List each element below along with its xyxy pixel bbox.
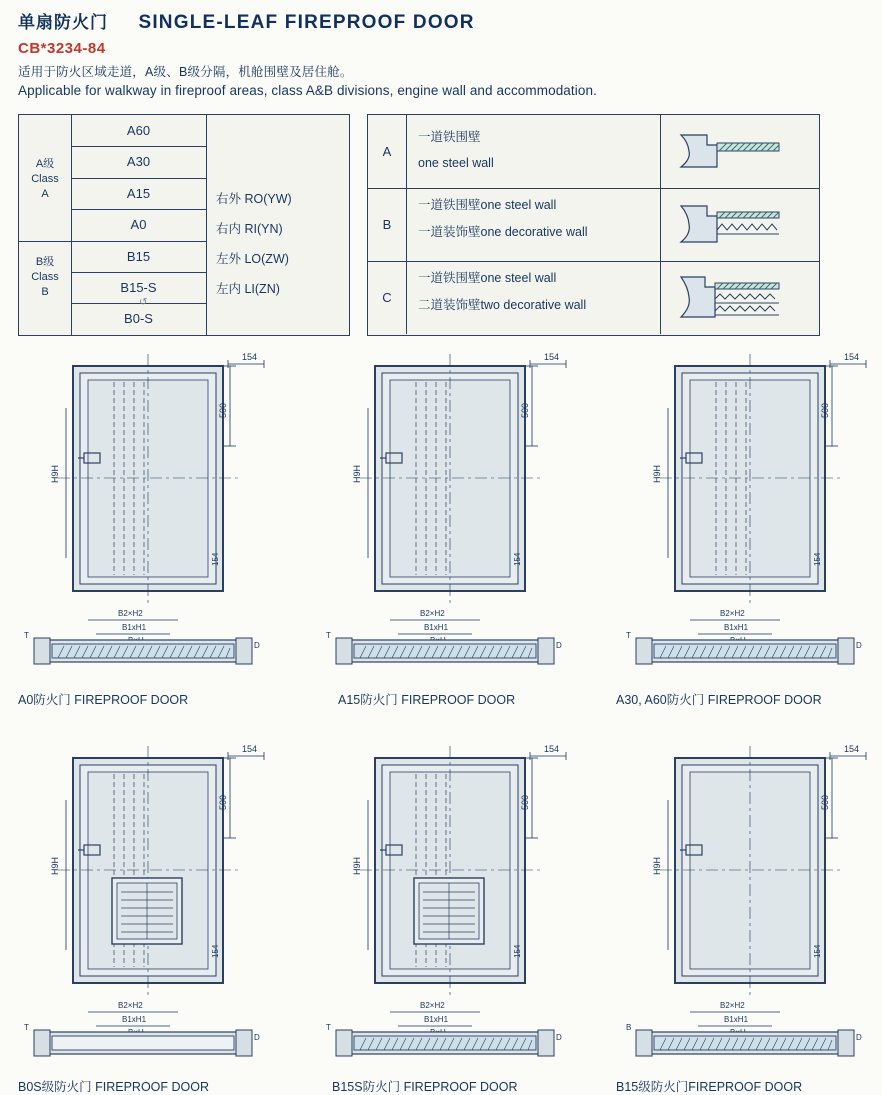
svg-text:T: T [24,1023,29,1032]
svg-text:B1xH1: B1xH1 [424,623,449,632]
svg-text:500: 500 [820,402,830,418]
table-row [368,261,819,334]
svg-text:B2×H2: B2×H2 [420,1001,445,1010]
svg-text:500: 500 [820,794,830,810]
wall-section-figure-a [661,115,818,188]
door-figure-a0 [18,348,280,693]
wall-letter: B [368,188,407,261]
svg-text:154: 154 [211,944,220,958]
wall-desc: 一道铁围壁one steel wall 一道装饰壁one decorative wall [406,188,661,261]
panel-caption-6: B15级防火门FIREPROOF DOOR [616,1080,803,1094]
door-figure-a15 [320,348,582,693]
note-cn: 适用于防火区域走道，A级、B级分隔，机舱围壁及居住舱。 [18,65,353,79]
grade-cell: B0-S [124,311,153,327]
wall-type-table [367,114,820,336]
note-en: Applicable for walkway in fireproof areas, class A&B divisions, engine wall and accommodation. [18,83,597,98]
svg-text:154: 154 [844,352,860,362]
wall-letter: A [368,115,407,188]
svg-text:H9H: H9H [50,464,60,483]
title-en: SINGLE-LEAF FIREPROOF DOOR [138,12,475,33]
direction-li: 左内 LI(ZN) [216,282,280,296]
svg-text:154: 154 [813,944,822,958]
panel-caption-3: A30, A60防火门 FIREPROOF DOOR [616,693,822,707]
class-divider [19,241,71,242]
svg-text:B1xH1: B1xH1 [122,623,147,632]
door-figure-a30-a60 [620,348,882,693]
svg-text:D: D [556,641,562,650]
grade-cell: A15 [71,178,206,210]
class-a-label: A级 Class A [31,158,59,200]
svg-text:B1xH1: B1xH1 [122,1015,147,1024]
panel-caption-1: A0防火门 FIREPROOF DOOR [18,693,189,707]
wall-section-figure-b [661,188,818,261]
svg-text:H9H: H9H [652,464,662,483]
svg-text:154: 154 [513,944,522,958]
svg-text:154: 154 [513,552,522,566]
svg-text:T: T [24,631,29,640]
class-column [19,115,72,335]
svg-text:154: 154 [242,744,258,754]
svg-text:D: D [556,1033,562,1042]
class-grade-table [18,114,350,336]
svg-text:B2×H2: B2×H2 [720,1001,745,1010]
svg-text:B: B [626,1023,632,1032]
panel-caption-2: A15防火门 FIREPROOF DOOR [338,693,516,707]
svg-text:B2×H2: B2×H2 [118,1001,143,1010]
svg-text:B1xH1: B1xH1 [724,623,749,632]
svg-text:154: 154 [844,744,860,754]
panel-caption-4: B0S级防火门 FIREPROOF DOOR [18,1080,210,1094]
direction-lo: 左外 LO(ZW) [216,252,289,266]
door-figure-b0s [18,740,280,1085]
svg-text:B1xH1: B1xH1 [724,1015,749,1024]
grade-cell: B15 [71,241,206,273]
svg-text:T: T [326,1023,331,1032]
grade-cell: B15-S [71,272,206,304]
svg-text:H9H: H9H [652,856,662,875]
svg-text:154: 154 [813,552,822,566]
svg-text:154: 154 [544,744,560,754]
svg-text:D: D [254,1033,260,1042]
svg-text:B1xH1: B1xH1 [424,1015,449,1024]
svg-text:154: 154 [544,352,560,362]
page-header [18,8,818,34]
svg-text:T: T [626,631,631,640]
door-figure-b15 [620,740,882,1085]
svg-text:500: 500 [218,402,228,418]
panel-caption-5: B15S防火门 FIREPROOF DOOR [332,1080,518,1094]
grade-cell: A0 [71,209,206,241]
wall-desc: 一道铁围壁 one steel wall [406,115,661,188]
table-row [368,115,819,189]
table-row [368,188,819,262]
annotation-mark: ↺ [139,297,148,308]
svg-text:500: 500 [520,402,530,418]
svg-text:B2×H2: B2×H2 [720,609,745,618]
svg-text:D: D [856,1033,862,1042]
svg-text:500: 500 [520,794,530,810]
svg-text:154: 154 [211,552,220,566]
wall-letter: C [368,261,407,334]
grade-cell: A30 [71,146,206,178]
wall-desc: 一道铁围壁one steel wall 二道装饰壁two decorative wall [406,261,661,334]
class-b-label: B级 Class B [31,256,59,298]
svg-text:H9H: H9H [352,856,362,875]
svg-text:T: T [326,631,331,640]
svg-text:B2×H2: B2×H2 [420,609,445,618]
grade-cell: A60 [71,115,206,147]
door-figure-b15s [320,740,582,1085]
direction-ro: 右外 RO(YW) [216,192,292,206]
title-cn: 单扇防火门 [18,13,108,32]
svg-text:D: D [856,641,862,650]
direction-column [206,115,348,335]
svg-text:H9H: H9H [352,464,362,483]
svg-text:B2×H2: B2×H2 [118,609,143,618]
standard-code: CB*3234-84 [18,40,106,57]
svg-text:H9H: H9H [50,856,60,875]
direction-ri: 右内 RI(YN) [216,222,283,236]
wall-section-figure-c [661,261,818,334]
svg-text:154: 154 [242,352,258,362]
svg-text:500: 500 [218,794,228,810]
svg-text:D: D [254,641,260,650]
